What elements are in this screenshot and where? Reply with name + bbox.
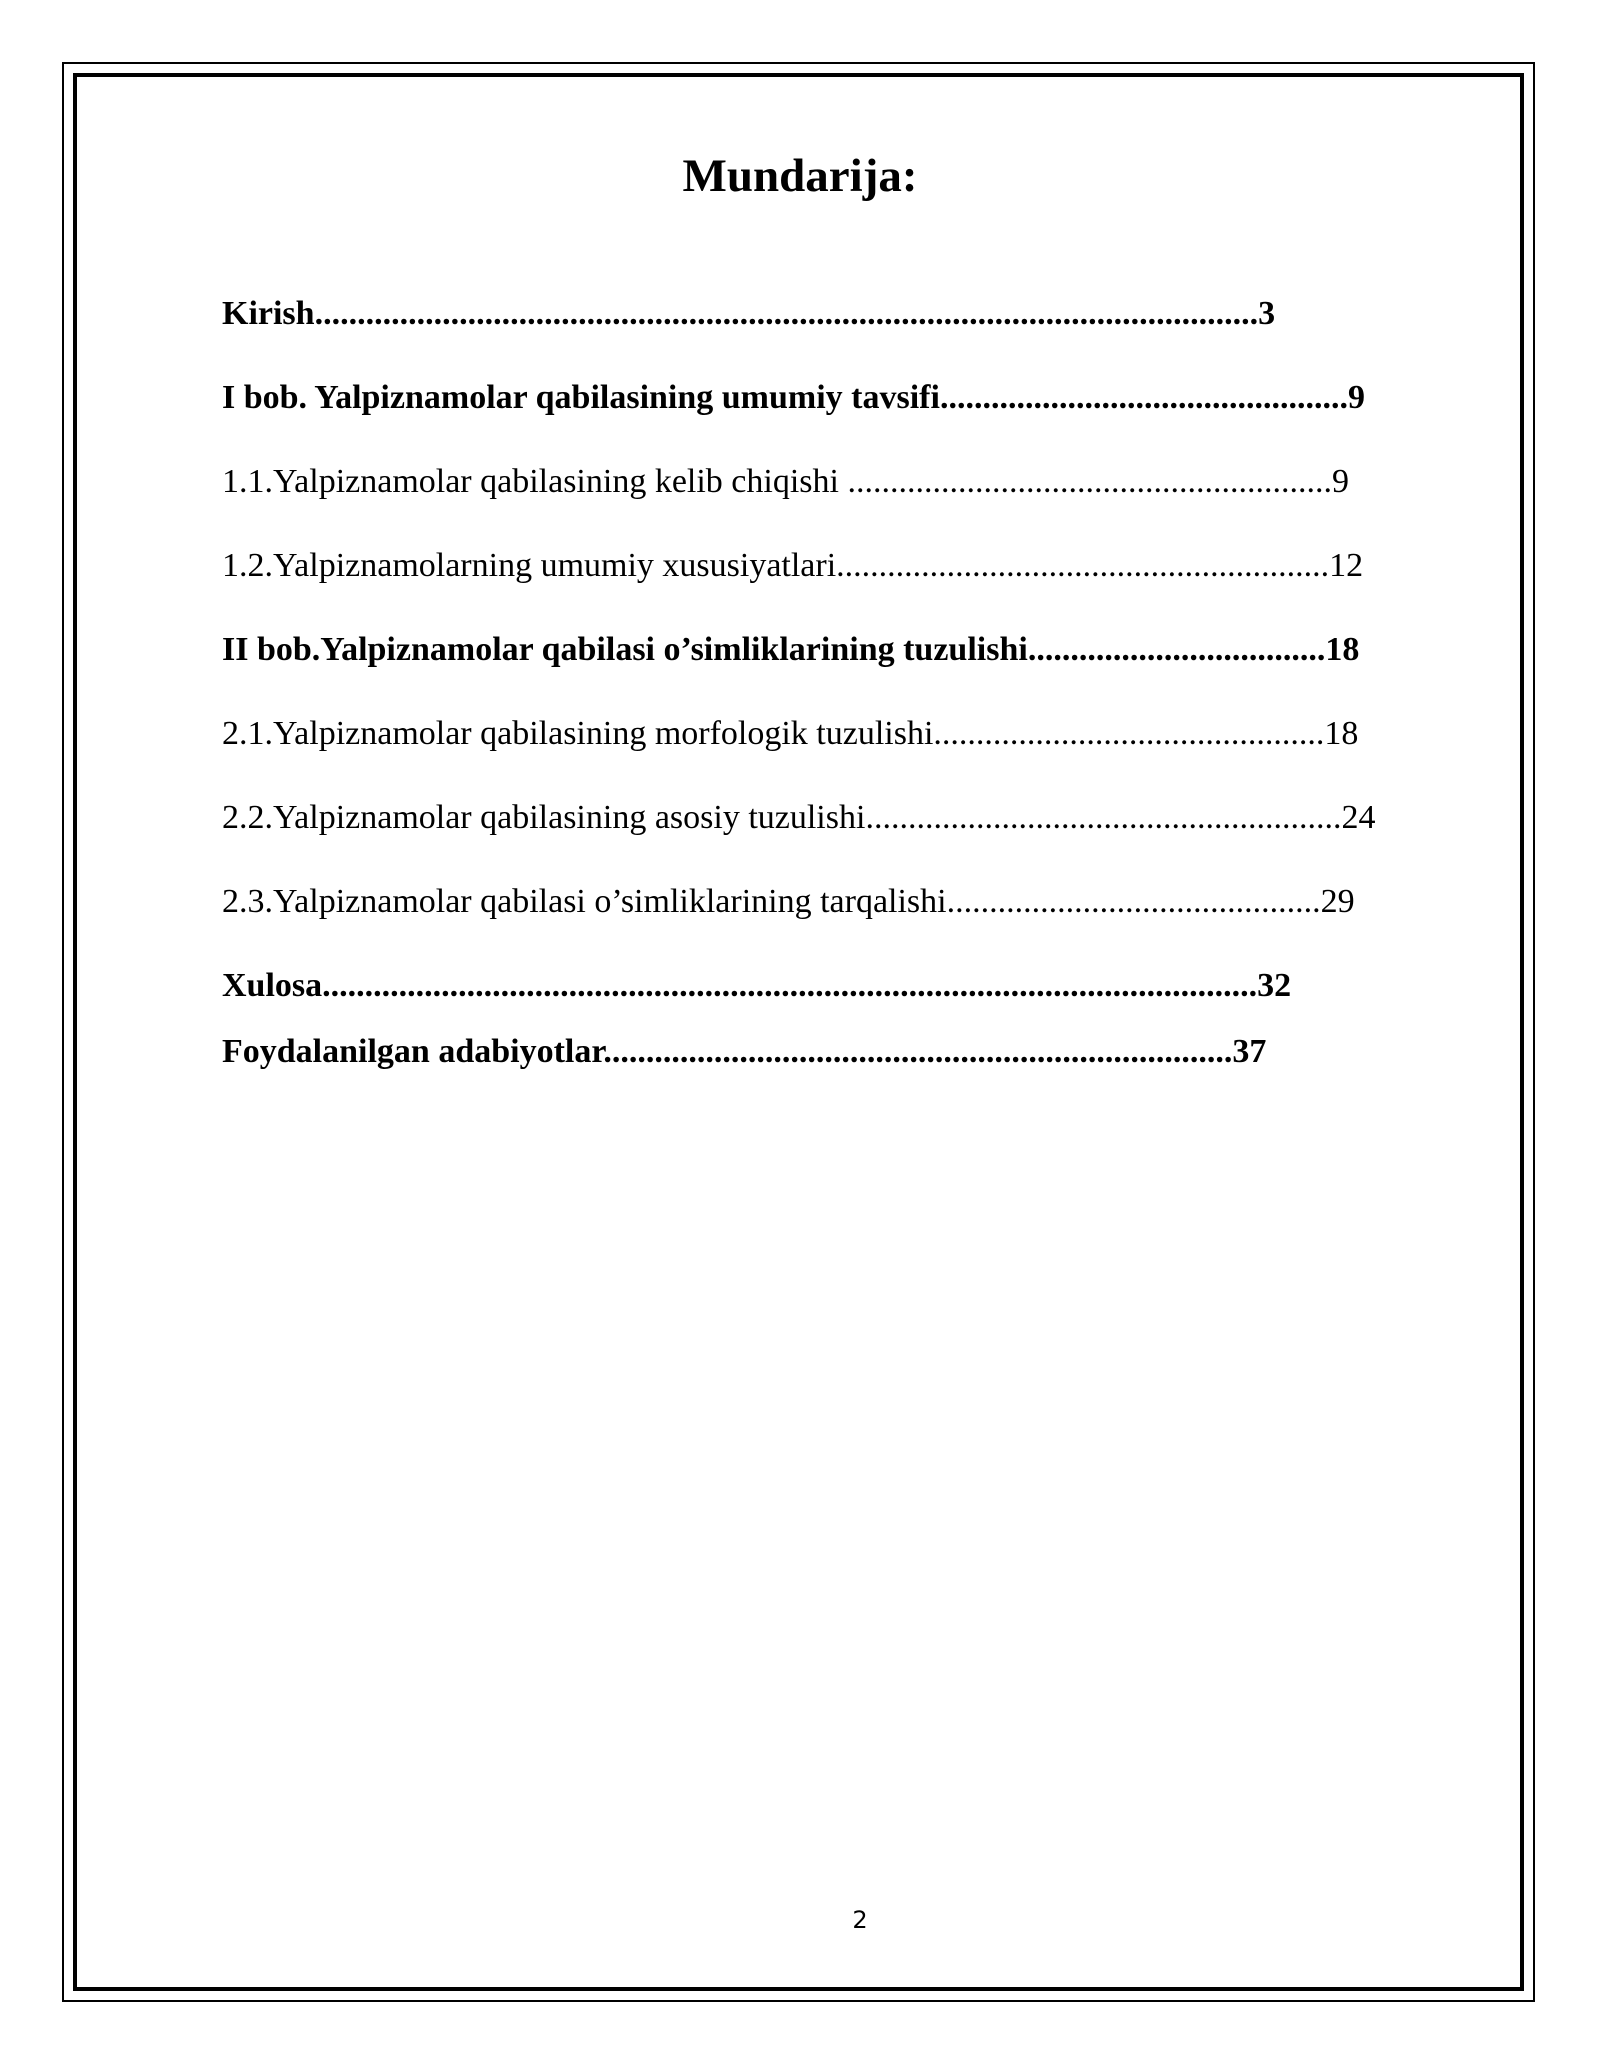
toc-entry-section-2-1[interactable] <box>222 712 1358 756</box>
toc-entry-page: 9 <box>1331 463 1349 500</box>
toc-entry-label: I bob. Yalpiznamolar qabilasining umumiy tavsifi <box>222 379 940 416</box>
toc-entry-xulosa[interactable] <box>222 964 1291 1008</box>
toc-entry-label: 1.1.Yalpiznamolar qabilasining kelib chiqishi <box>222 463 848 500</box>
toc-leader-dots: ........................................................ <box>865 799 1342 836</box>
toc-leader-dots: ......................................................... <box>847 463 1332 500</box>
toc-entry-page: 18 <box>1324 715 1359 752</box>
toc-entry-section-1-2[interactable] <box>222 544 1363 588</box>
toc-leader-dots: .............................................. <box>933 715 1325 752</box>
toc-entry-page: 18 <box>1325 631 1360 668</box>
toc-entry-references[interactable] <box>222 1030 1266 1074</box>
toc-leader-dots: .......................................................................... <box>603 1033 1233 1070</box>
toc-leader-dots: ............................................................................................................... <box>314 295 1259 332</box>
toc-entry-label: Xulosa <box>222 967 323 1004</box>
toc-leader-dots: ................................... <box>1027 631 1326 668</box>
toc-entry-page: 37 <box>1232 1033 1267 1070</box>
toc-entry-label: 2.3.Yalpiznamolar qabilasi o’simliklarining tarqalishi <box>222 883 947 920</box>
toc-entry-kirish[interactable] <box>222 292 1275 336</box>
toc-entry-page: 9 <box>1347 379 1365 416</box>
toc-entry-page: 32 <box>1257 967 1292 1004</box>
toc-entry-page: 24 <box>1341 799 1376 836</box>
toc-entry-page: 12 <box>1329 547 1364 584</box>
page-number: 2 <box>852 1906 868 1934</box>
page-title: Mundarija: <box>682 150 918 202</box>
toc-entry-label: Kirish <box>222 295 315 332</box>
toc-entry-label: 2.1.Yalpiznamolar qabilasining morfologik tuzulishi <box>222 715 934 752</box>
toc-entry-page: 29 <box>1320 883 1355 920</box>
toc-entry-label: Foydalanilgan adabiyotlar <box>222 1033 604 1070</box>
toc-leader-dots: ............................................ <box>946 883 1321 920</box>
toc-entry-label: II bob.Yalpiznamolar qabilasi o’simliklarining tuzulishi <box>222 631 1028 668</box>
toc-leader-dots: .......................................................... <box>836 547 1330 584</box>
toc-entry-label: 1.2.Yalpiznamolarning umumiy xususiyatlari <box>222 547 837 584</box>
toc-entry-chapter-1[interactable] <box>222 376 1365 420</box>
toc-leader-dots: .............................................................................................................. <box>322 967 1258 1004</box>
toc-entry-page: 3 <box>1258 295 1276 332</box>
toc-entry-label: 2.2.Yalpiznamolar qabilasining asosiy tuzulishi <box>222 799 866 836</box>
toc-entry-chapter-2[interactable] <box>222 628 1359 672</box>
toc-leader-dots: ................................................ <box>939 379 1348 416</box>
toc-entry-section-1-1[interactable] <box>222 460 1349 504</box>
toc-entry-section-2-2[interactable] <box>222 796 1375 840</box>
toc-entry-section-2-3[interactable] <box>222 880 1355 924</box>
